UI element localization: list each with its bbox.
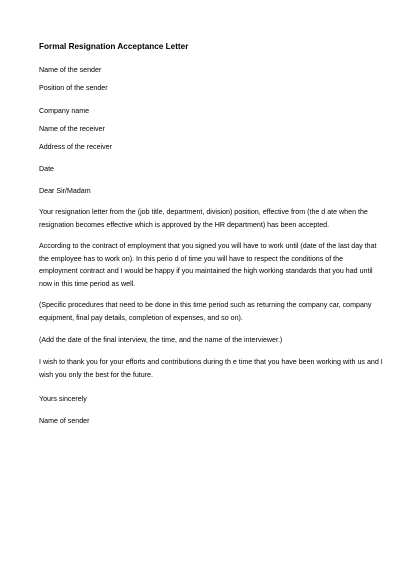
- paragraph-line: According to the contract of employment that you signed you will have to work until (date of the last day that: [39, 242, 377, 250]
- paragraph-acceptance: [39, 206, 369, 231]
- salutation: Dear Sir/Madam: [39, 187, 91, 195]
- document-title: Formal Resignation Acceptance Letter: [39, 42, 189, 51]
- paragraph-line: wish you only the best for the future.: [39, 370, 153, 379]
- paragraph-contract: [39, 240, 377, 290]
- paragraph-interview: [39, 334, 369, 347]
- sender-position-field: Position of the sender: [39, 84, 108, 92]
- paragraph-thanks: [39, 356, 383, 381]
- closing: Yours sincerely: [39, 395, 87, 403]
- paragraph-line: Your resignation letter from the (job title, department, division) position, effective from (the d ate when the: [39, 208, 368, 216]
- paragraph-line: resignation becomes effective which is approved by the HR department) has been accepted.: [39, 220, 330, 229]
- sender-name-field: Name of the sender: [39, 66, 102, 74]
- paragraph-line: employment contract and I would be happy if you maintained the high working standards that you had until: [39, 267, 373, 276]
- paragraph-line: (Add the date of the final interview, the time, and the name of the interviewer.): [39, 336, 283, 344]
- paragraph-line: I wish to thank you for your efforts and contributions during th e time that you have been working with us and I: [39, 358, 383, 366]
- signature-name: Name of sender: [39, 417, 90, 425]
- paragraph-procedures: [39, 299, 372, 324]
- company-name-field: Company name: [39, 107, 90, 115]
- paragraph-line: now in this time period as well.: [39, 279, 136, 288]
- receiver-name-field: Name of the receiver: [39, 125, 105, 133]
- paragraph-line: equipment, final pay details, completion of expenses, and so on).: [39, 313, 243, 322]
- paragraph-line: the employee has to work on). In this perio d of time you will have to respect the conditions of the: [39, 254, 344, 263]
- paragraph-line: (Specific procedures that need to be done in this time period such as returning the company car, company: [39, 301, 372, 309]
- receiver-address-field: Address of the receiver: [39, 143, 112, 151]
- date-field: Date: [39, 165, 54, 173]
